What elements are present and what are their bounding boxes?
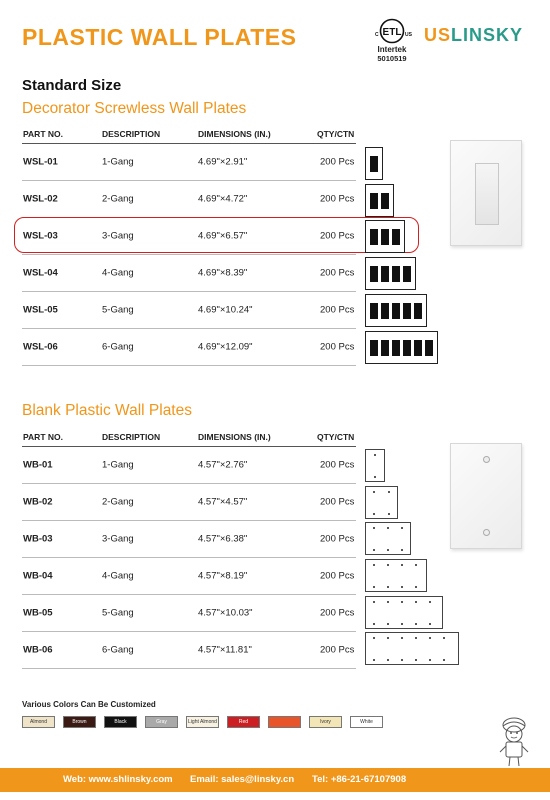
part-no: WB-04	[23, 570, 53, 582]
screw-hole	[373, 623, 375, 625]
screw-icon	[483, 529, 490, 536]
part-no: WSL-03	[23, 230, 58, 242]
dimensions: 4.69"×2.91"	[198, 156, 248, 168]
quantity: 200 Pcs	[320, 496, 355, 508]
col-description: DESCRIPTION	[102, 431, 161, 442]
part-no: WB-01	[23, 459, 53, 471]
screw-hole	[387, 623, 389, 625]
page-title: PLASTIC WALL PLATES	[22, 24, 297, 50]
opening	[403, 303, 411, 319]
screw-hole	[401, 527, 403, 529]
blank-plate-6-gang	[365, 632, 459, 665]
plate-6-gang	[365, 331, 438, 364]
description: 5-Gang	[102, 607, 134, 619]
screw-hole	[387, 564, 389, 566]
screw-hole	[373, 637, 375, 639]
col-description: DESCRIPTION	[102, 128, 161, 139]
color-swatch: Light Almond	[186, 716, 219, 728]
screw-hole	[401, 623, 403, 625]
brand-part-1: US	[424, 25, 452, 45]
description: 3-Gang	[102, 230, 134, 242]
part-no: WB-03	[23, 533, 53, 545]
dimensions: 4.57"×10.03"	[198, 607, 253, 619]
quantity: 200 Pcs	[320, 607, 355, 619]
opening	[414, 340, 422, 356]
screw-hole	[373, 549, 375, 551]
screw-hole	[415, 564, 417, 566]
screw-hole	[373, 586, 375, 588]
screw-hole	[373, 513, 375, 515]
plate-3-gang	[365, 220, 405, 253]
color-swatches	[22, 716, 383, 728]
quantity: 200 Pcs	[320, 304, 355, 316]
mascot-illustration	[497, 716, 531, 768]
col-dimensions: DIMENSIONS (IN.)	[198, 431, 271, 442]
screw-hole	[374, 454, 376, 456]
col-part-no: PART NO.	[23, 128, 63, 139]
screw-hole	[387, 601, 389, 603]
description: 4-Gang	[102, 267, 134, 279]
screw-hole	[415, 659, 417, 661]
color-swatch: White	[350, 716, 383, 728]
part-no: WSL-06	[23, 341, 58, 353]
footer-bar	[0, 768, 550, 792]
plate-4-gang	[365, 257, 416, 290]
screw-hole	[387, 549, 389, 551]
dimensions: 4.69"×12.09"	[198, 341, 253, 353]
row-highlight	[14, 217, 419, 253]
table-row	[22, 181, 356, 218]
screw-hole	[374, 476, 376, 478]
quantity: 200 Pcs	[320, 533, 355, 545]
quantity: 200 Pcs	[320, 570, 355, 582]
screw-hole	[415, 586, 417, 588]
quantity: 200 Pcs	[320, 156, 355, 168]
cert-line-1: Intertek	[377, 45, 407, 54]
screw-hole	[415, 637, 417, 639]
opening	[370, 156, 378, 172]
quantity: 200 Pcs	[320, 459, 355, 471]
opening	[370, 229, 378, 245]
col-qty: QTY/CTN	[317, 128, 355, 139]
screw-hole	[373, 527, 375, 529]
part-no: WSL-05	[23, 304, 58, 316]
color-swatch: Brown	[63, 716, 96, 728]
color-swatch: Gray	[145, 716, 178, 728]
opening	[381, 266, 389, 282]
dimensions: 4.57"×2.76"	[198, 459, 248, 471]
part-no: WSL-02	[23, 193, 58, 205]
svg-text:US: US	[405, 32, 412, 38]
quantity: 200 Pcs	[320, 267, 355, 279]
description: 1-Gang	[102, 459, 134, 471]
blank-heading: Blank Plastic Wall Plates	[22, 402, 192, 419]
table-row	[22, 329, 356, 366]
screw-hole	[401, 549, 403, 551]
description: 5-Gang	[102, 304, 134, 316]
footer-email[interactable]: Email: sales@linsky.cn	[190, 774, 295, 785]
opening	[381, 229, 389, 245]
plate-1-gang	[365, 147, 383, 180]
part-no: WB-05	[23, 607, 53, 619]
screw-hole	[387, 527, 389, 529]
opening	[370, 303, 378, 319]
screw-hole	[429, 637, 431, 639]
blank-plate-photo	[450, 443, 522, 549]
dimensions: 4.69"×6.57"	[198, 230, 248, 242]
color-swatch: Ivory	[309, 716, 342, 728]
table-row	[22, 521, 356, 558]
opening	[370, 266, 378, 282]
blank-plate-4-gang	[365, 559, 427, 592]
screw-hole	[401, 564, 403, 566]
quantity: 200 Pcs	[320, 230, 355, 242]
blank-plate-5-gang	[365, 596, 443, 629]
screw-hole	[443, 659, 445, 661]
section-label: Standard Size	[22, 77, 122, 94]
color-swatch: Black	[104, 716, 137, 728]
opening	[381, 340, 389, 356]
quantity: 200 Pcs	[320, 193, 355, 205]
blank-plate-2-gang	[365, 486, 398, 519]
screw-hole	[443, 637, 445, 639]
quantity: 200 Pcs	[320, 341, 355, 353]
blank-table	[22, 427, 356, 669]
opening	[392, 303, 400, 319]
table-row	[22, 144, 356, 181]
screw-hole	[373, 564, 375, 566]
col-qty: QTY/CTN	[317, 431, 355, 442]
decorator-opening	[475, 163, 499, 225]
quantity: 200 Pcs	[320, 644, 355, 656]
table-header	[22, 124, 356, 144]
part-no: WB-02	[23, 496, 53, 508]
opening	[403, 340, 411, 356]
decorator-plate-photo	[450, 140, 522, 246]
blank-plate-1-gang	[365, 449, 385, 482]
certification-mark	[362, 18, 422, 63]
dimensions: 4.57"×8.19"	[198, 570, 248, 582]
dimensions: 4.57"×11.81"	[198, 644, 252, 656]
description: 3-Gang	[102, 533, 134, 545]
brand-logo	[424, 25, 523, 46]
screw-hole	[387, 659, 389, 661]
col-part-no: PART NO.	[23, 431, 63, 442]
description: 2-Gang	[102, 193, 134, 205]
dimensions: 4.69"×10.24"	[198, 304, 253, 316]
screw-hole	[429, 601, 431, 603]
opening	[381, 303, 389, 319]
screw-hole	[373, 491, 375, 493]
screw-hole	[401, 659, 403, 661]
screw-hole	[387, 586, 389, 588]
table-row	[22, 255, 356, 292]
decorator-heading: Decorator Screwless Wall Plates	[22, 100, 247, 117]
screw-hole	[373, 659, 375, 661]
table-row	[22, 558, 356, 595]
screw-hole	[401, 637, 403, 639]
screw-hole	[387, 637, 389, 639]
table-row	[22, 632, 356, 669]
plate-2-gang	[365, 184, 394, 217]
opening	[414, 303, 422, 319]
cert-line-2: 5010519	[377, 54, 407, 63]
plate-5-gang	[365, 294, 427, 327]
table-row	[22, 292, 356, 329]
table-row	[22, 484, 356, 521]
description: 6-Gang	[102, 644, 134, 656]
screw-hole	[415, 601, 417, 603]
opening	[425, 340, 433, 356]
screw-hole	[388, 491, 390, 493]
part-no: WSL-04	[23, 267, 58, 279]
part-no: WSL-01	[23, 156, 58, 168]
col-dimensions: DIMENSIONS (IN.)	[198, 128, 271, 139]
color-swatch: Almond	[22, 716, 55, 728]
svg-text:C: C	[375, 32, 379, 38]
screw-hole	[373, 601, 375, 603]
opening	[392, 340, 400, 356]
dimensions: 4.57"×4.57"	[198, 496, 248, 508]
description: 2-Gang	[102, 496, 134, 508]
dimensions: 4.57"×6.38"	[198, 533, 248, 545]
table-row	[22, 447, 356, 484]
opening	[403, 266, 411, 282]
dimensions: 4.69"×8.39"	[198, 267, 248, 279]
opening	[381, 193, 389, 209]
screw-icon	[483, 456, 490, 463]
description: 6-Gang	[102, 341, 134, 353]
blank-plate-3-gang	[365, 522, 411, 555]
color-swatch	[268, 716, 301, 728]
description: 4-Gang	[102, 570, 134, 582]
opening	[370, 193, 378, 209]
screw-hole	[401, 586, 403, 588]
screw-hole	[388, 513, 390, 515]
table-header	[22, 427, 356, 447]
table-row	[22, 595, 356, 632]
etl-logo-icon	[370, 18, 414, 44]
footer-tel: Tel: +86-21-67107908	[312, 774, 407, 785]
dimensions: 4.69"×4.72"	[198, 193, 248, 205]
opening	[392, 266, 400, 282]
screw-hole	[401, 601, 403, 603]
screw-hole	[429, 659, 431, 661]
screw-hole	[429, 623, 431, 625]
part-no: WB-06	[23, 644, 53, 656]
opening	[392, 229, 400, 245]
description: 1-Gang	[102, 156, 134, 168]
svg-text:ETL: ETL	[382, 27, 402, 38]
opening	[370, 340, 378, 356]
screw-hole	[415, 623, 417, 625]
color-swatch: Red	[227, 716, 260, 728]
brand-part-2: LINSKY	[451, 25, 524, 45]
footer-web[interactable]: Web: www.shlinsky.com	[63, 774, 173, 785]
colors-title: Various Colors Can Be Customized	[22, 700, 156, 709]
